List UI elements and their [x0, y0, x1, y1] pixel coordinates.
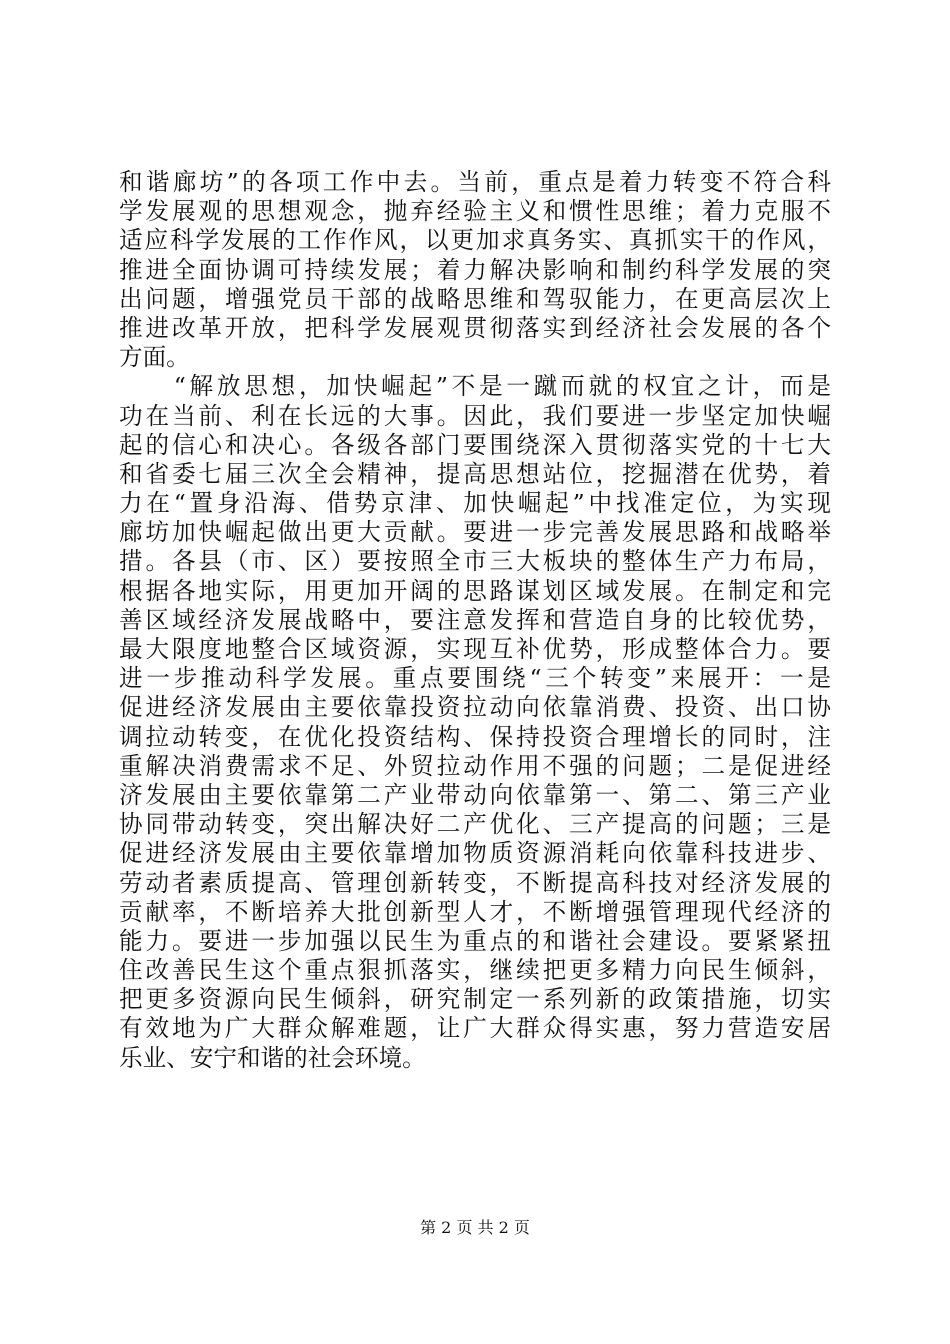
text-line: 推进全面协调可持续发展；着力解决影响和制约科学发展的突: [119, 255, 831, 284]
text-line: 有效地为广大群众解难题，让广大群众得实惠，努力营造安居: [119, 1014, 831, 1043]
text-line: 廊坊加快崛起做出更大贡献。要进一步完善发展思路和战略举: [119, 518, 831, 547]
text-line: 贡献率，不断培养大批创新型人才，不断增强管理现代经济的: [119, 897, 831, 926]
text-line: 出问题，增强党员干部的战略思维和驾驭能力，在更高层次上: [119, 284, 831, 313]
text-line: 能力。要进一步加强以民生为重点的和谐社会建设。要紧紧扭: [119, 926, 831, 955]
text-line: 把更多资源向民生倾斜，研究制定一系列新的政策措施，切实: [119, 985, 831, 1014]
page-footer: 第 2 页 共 2 页: [420, 1218, 530, 1237]
text-line: 济发展由主要依靠第二产业带动向依靠第一、第二、第三产业: [119, 780, 831, 809]
text-line: 功在当前、利在长远的大事。因此，我们要进一步坚定加快崛: [119, 401, 831, 430]
text-line: 适应科学发展的工作作风，以更加求真务实、真抓实干的作风，: [119, 226, 831, 255]
text-line: 进一步推动科学发展。重点要围绕“三个转变”来展开：一是: [119, 664, 831, 693]
text-line: 协同带动转变，突出解决好二产优化、三产提高的问题；三是: [119, 810, 831, 839]
text-line: 乐业、安宁和谐的社会环境。: [119, 1043, 426, 1072]
text-line: 和省委七届三次全会精神，提高思想站位，挖掘潜在优势，着: [119, 459, 831, 488]
text-line: 根据各地实际，用更加开阔的思路谋划区域发展。在制定和完: [119, 576, 831, 605]
text-line: 推进改革开放，把科学发展观贯彻落实到经济社会发展的各个: [119, 313, 831, 342]
text-line: 学发展观的思想观念，抛弃经验主义和惯性思维；着力克服不: [119, 197, 831, 226]
text-line: 和谐廊坊”的各项工作中去。当前，重点是着力转变不符合科: [119, 168, 831, 196]
text-line: 劳动者素质提高、管理创新转变，不断提高科技对经济发展的: [119, 868, 831, 897]
text-line: 最大限度地整合区域资源，实现互补优势，形成整体合力。要: [119, 635, 831, 663]
text-line: 起的信心和决心。各级各部门要围绕深入贯彻落实党的十七大: [119, 430, 831, 459]
document-body: [119, 168, 831, 1073]
text-line: 措。各县（市、区）要按照全市三大板块的整体生产力布局，: [119, 547, 831, 576]
text-line: 促进经济发展由主要依靠增加物质资源消耗向依靠科技进步、: [119, 839, 831, 868]
text-line: 方面。: [119, 343, 190, 372]
text-line: 力在“置身沿海、借势京津、加快崛起”中找准定位，为实现: [119, 489, 831, 518]
text-line: 住改善民生这个重点狠抓落实，继续把更多精力向民生倾斜，: [119, 956, 831, 985]
text-line: 重解决消费需求不足、外贸拉动作用不强的问题；二是促进经: [119, 751, 831, 780]
text-line: 调拉动转变，在优化投资结构、保持投资合理增长的同时，注: [119, 722, 831, 751]
text-line: “解放思想，加快崛起”不是一蹴而就的权宜之计，而是: [119, 372, 831, 401]
text-line: 促进经济发展由主要依靠投资拉动向依靠消费、投资、出口协: [119, 693, 831, 722]
text-line: 善区域经济发展战略中，要注意发挥和营造自身的比较优势，: [119, 605, 831, 634]
